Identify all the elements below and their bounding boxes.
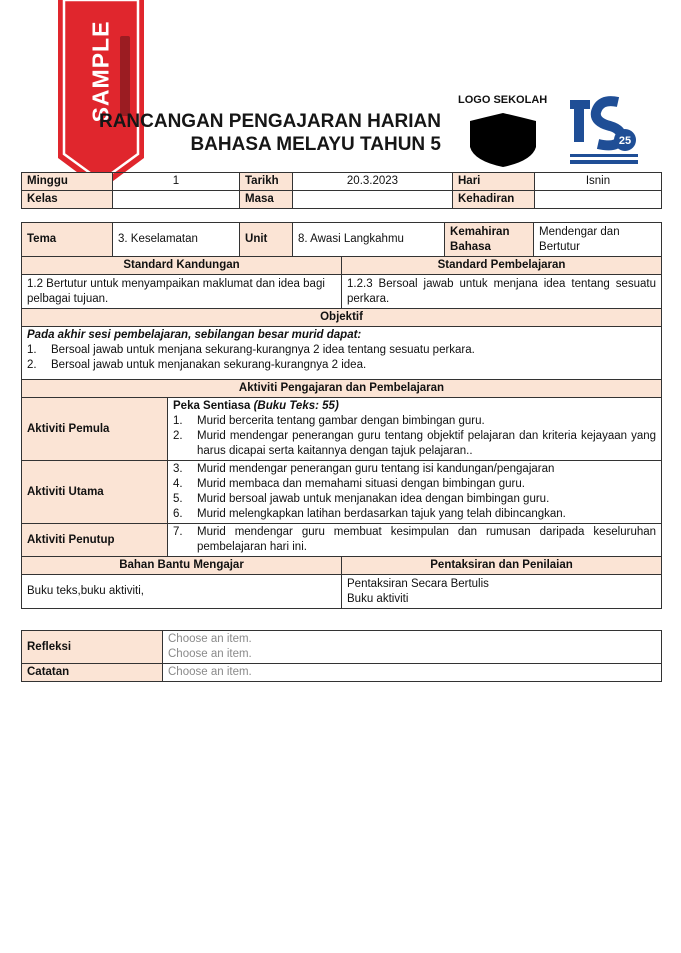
- aktiviti-utama-label: Aktiviti Utama: [22, 461, 168, 524]
- refleksi-dropdown-1[interactable]: Choose an item.: [168, 633, 252, 645]
- list-item: 7. Murid mendengar guru membuat kesimpulan dan rumusan daripada keseluruhan pembelajaran hari ini.: [173, 526, 657, 553]
- pentaksiran-line-2: Buku aktiviti: [347, 592, 409, 605]
- school-logo-shield-icon: [466, 113, 540, 172]
- lesson-table: [21, 222, 662, 609]
- watermark-text: SAMPLE: [87, 20, 114, 123]
- list-item: 5. Murid bersoal jawab untuk menjanakan idea dengan bimbingan guru.: [173, 493, 550, 505]
- standard-kandungan-header: Standard Kandungan: [22, 257, 342, 275]
- objektif-header: Objektif: [22, 309, 662, 327]
- kehadiran-label: Kehadiran: [453, 191, 535, 209]
- list-item: 2. Bersoal jawab untuk menjanakan sekurang-kurangnya 2 idea.: [27, 359, 367, 371]
- standard-kandungan-value: 1.2 Bertutur untuk menyampaikan maklumat dan idea bagi pelbagai tujuan.: [22, 275, 342, 309]
- penutup-list: [173, 525, 656, 555]
- catatan-dropdown[interactable]: Choose an item.: [163, 664, 662, 682]
- aktiviti-utama-cell: [168, 461, 662, 524]
- kehadiran-value: [535, 191, 662, 209]
- title-line-2: BAHASA MELAYU TAHUN 5: [190, 134, 441, 155]
- minggu-value: 1: [113, 173, 240, 191]
- utama-list: [173, 462, 656, 522]
- reflection-table: [21, 630, 662, 682]
- list-item: 4. Murid membaca dan memahami situasi dengan bimbingan guru.: [173, 478, 525, 490]
- badge-number: 25: [618, 135, 632, 147]
- pentaksiran-header: Pentaksiran dan Penilaian: [342, 557, 662, 575]
- watermark-strip: [120, 36, 130, 116]
- bbm-header: Bahan Bantu Mengajar: [22, 557, 342, 575]
- list-item: 1. Bersoal jawab untuk menjana sekurang-kurangnya 2 idea tentang sesuatu perkara.: [27, 344, 475, 356]
- kemahiran-label: Kemahiran Bahasa: [445, 223, 534, 257]
- tarikh-value: 20.3.2023: [293, 173, 453, 191]
- tema-value: 3. Keselamatan: [113, 223, 240, 257]
- aktiviti-penutup-cell: [168, 524, 662, 557]
- refleksi-cell: [163, 631, 662, 664]
- info-table: [21, 172, 662, 209]
- standard-pembelajaran-value: 1.2.3 Bersoal jawab untuk menjana idea tentang sesuatu perkara.: [342, 275, 662, 309]
- unit-value: 8. Awasi Langkahmu: [293, 223, 445, 257]
- masa-value: [293, 191, 453, 209]
- ts25-logo-icon: [568, 94, 640, 173]
- pemula-title: Peka Sentiasa (Buku Teks: 55): [173, 400, 339, 412]
- masa-label: Masa: [240, 191, 293, 209]
- tarikh-label: Tarikh: [240, 173, 293, 191]
- page-title: [99, 110, 441, 156]
- title-line-1: RANCANGAN PENGAJARAN HARIAN: [98, 111, 441, 132]
- logo-label: LOGO SEKOLAH: [458, 94, 548, 106]
- sample-watermark: [58, 0, 144, 190]
- objektif-intro: Pada akhir sesi pembelajaran, sebilangan besar murid dapat:: [27, 329, 362, 341]
- refleksi-label: Refleksi: [22, 631, 163, 664]
- refleksi-dropdown-2[interactable]: Choose an item.: [168, 648, 252, 660]
- kelas-label: Kelas: [22, 191, 113, 209]
- pentaksiran-line-1: Pentaksiran Secara Bertulis: [347, 577, 489, 590]
- kelas-value: [113, 191, 240, 209]
- list-item: 6. Murid melengkapkan latihan berdasarkan tajuk yang telah dibincangkan.: [173, 508, 566, 520]
- list-item: 1. Murid bercerita tentang gambar dengan bimbingan guru.: [173, 415, 485, 427]
- kemahiran-value: Mendengar dan Bertutur: [534, 223, 662, 257]
- aktiviti-penutup-label: Aktiviti Penutup: [22, 524, 168, 557]
- bbm-value: Buku teks,buku aktiviti,: [22, 575, 342, 609]
- objektif-list: [27, 343, 656, 373]
- catatan-label: Catatan: [22, 664, 163, 682]
- aktiviti-header: Aktiviti Pengajaran dan Pembelajaran: [22, 380, 662, 398]
- list-item: 3. Murid mendengar penerangan guru tentang isi kandungan/pengajaran: [173, 463, 555, 475]
- tema-label: Tema: [22, 223, 113, 257]
- hari-label: Hari: [453, 173, 535, 191]
- standard-pembelajaran-header: Standard Pembelajaran: [342, 257, 662, 275]
- minggu-label: Minggu: [22, 173, 113, 191]
- aktiviti-pemula-cell: [168, 398, 662, 461]
- pentaksiran-cell: [342, 575, 662, 609]
- aktiviti-pemula-label: Aktiviti Pemula: [22, 398, 168, 461]
- pemula-list: [173, 414, 656, 459]
- hari-value: Isnin: [535, 173, 662, 191]
- objektif-cell: [22, 327, 662, 380]
- unit-label: Unit: [240, 223, 293, 257]
- list-item: 2. Murid mendengar penerangan guru tentang objektif pelajaran dan kriteria kejayaan yang harus dicapai serta kaitannya dengan tajuk pelajaran..: [173, 430, 657, 457]
